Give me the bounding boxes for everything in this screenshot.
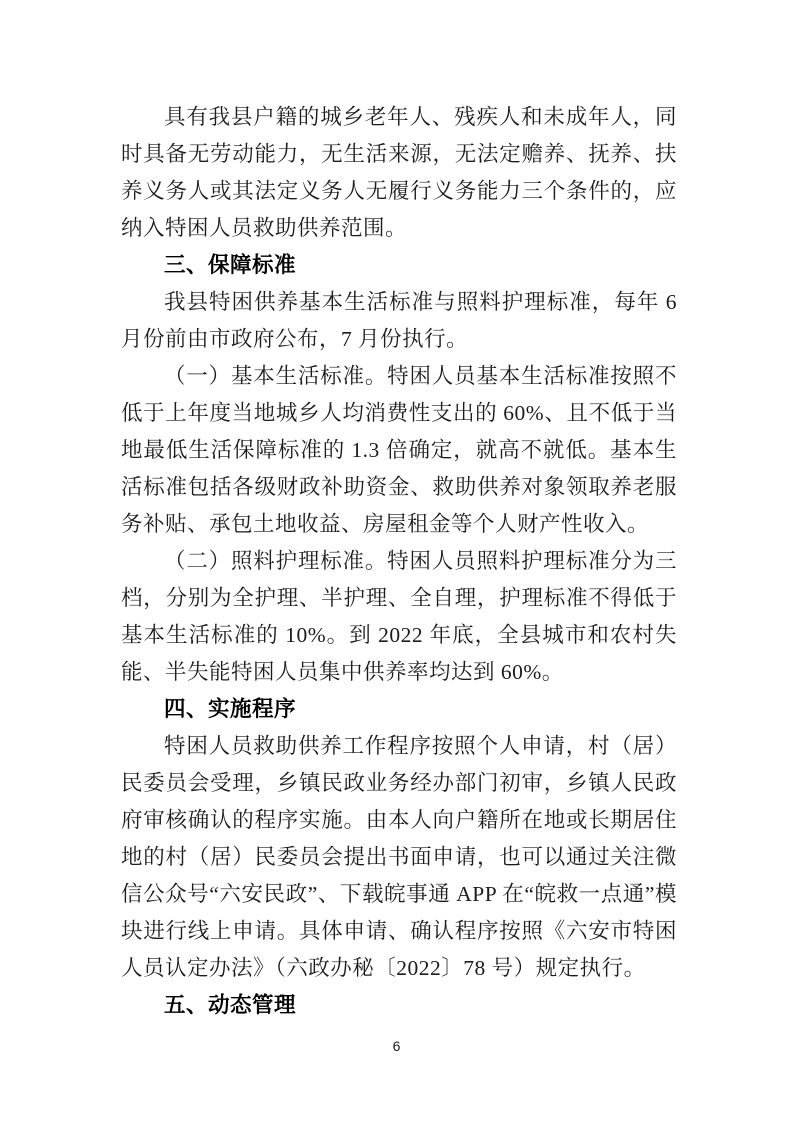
section-heading-dynamic-management: 五、动态管理 [164,993,297,1017]
section-heading-guarantee-standards: 三、保障标准 [164,253,297,277]
paragraph-application-procedure: 特困人员救助供养工作程序按照个人申请，村（居）民委员会受理，乡镇民政业务经办部门初审，乡镇人民政府审核确认的程序实施。由本人向户籍所在地或长期居住地的村（居）民委员会提出书面申请，也可以通过关注微信公众号“六安民政”、下载皖事通 APP 在“皖救一点通”模块进行线上申请。具体申请、确认程序按照《六安市特困人员认定办法》（六政办秘〔2022〕78 号）规定执行。 [121,734,677,980]
paragraph-basic-living-standard: （一）基本生活标准。特困人员基本生活标准按照不低于上年度当地城乡人均消费性支出的 60%、且不低于当地最低生活保障标准的 1.3 倍确定，就高不就低。基本生活标准包括各级财政补助资金、救助供养对象领取养老服务补贴、承包土地收益、房屋租金等个人财产性收入。 [121,364,677,536]
section-heading-implementation-procedure: 四、实施程序 [164,697,297,721]
page-number: 6 [392,1038,401,1054]
paragraph-eligibility-scope: 具有我县户籍的城乡老年人、残疾人和未成年人，同时具备无劳动能力，无生活来源，无法定赡养、抚养、扶养义务人或其法定义务人无履行义务能力三个条件的，应纳入特困人员救助供养范围。 [121,105,677,240]
paragraph-standards-announcement: 我县特困供养基本生活标准与照料护理标准，每年 6 月份前由市政府公布，7 月份执行。 [121,290,677,351]
document-body [121,99,677,1024]
paragraph-care-nursing-standard: （二）照料护理标准。特困人员照料护理标准分为三档，分别为全护理、半护理、全自理，护理标准不得低于基本生活标准的 10%。到 2022 年底，全县城市和农村失能、半失能特困人员集中供养率均达到 60%。 [121,549,677,684]
